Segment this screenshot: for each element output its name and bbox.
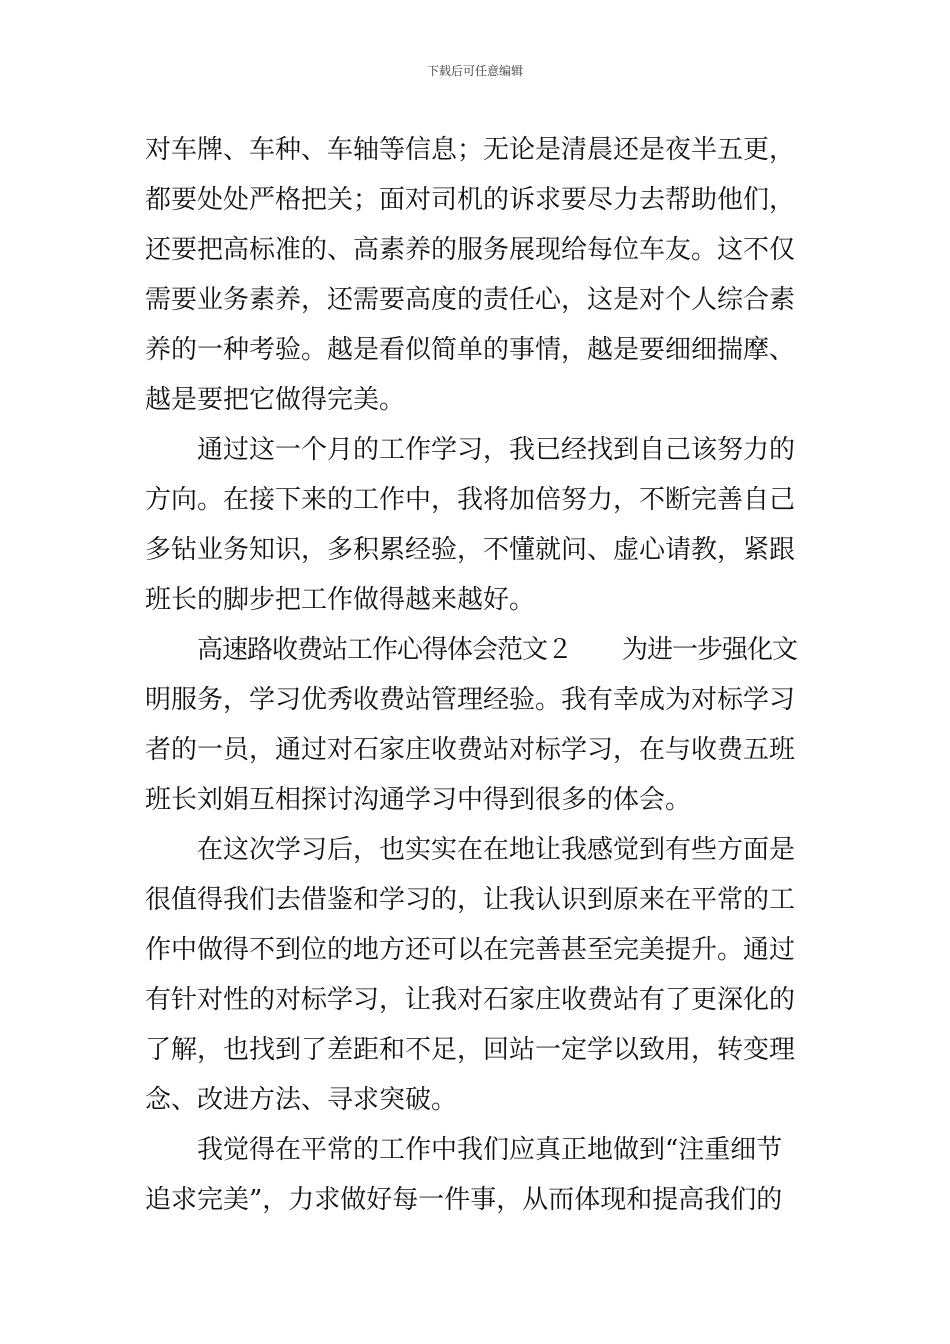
- text-line: 有针对性的对标学习，让我对石家庄收费站有了更深化的: [145, 985, 796, 1015]
- text-line: 明服务，学习优秀收费站管理经验。我有幸成为对标学习: [145, 685, 796, 715]
- text-line: 了解，也找到了差距和不足，回站一定学以致用，转变理: [145, 1035, 796, 1065]
- text-line: 在这次学习后，也实实在在地让我感觉到有些方面是: [197, 835, 796, 865]
- text-line: 很值得我们去借鉴和学习的，让我认识到原来在平常的工: [145, 885, 796, 915]
- text-line: 需要业务素养，还需要高度的责任心，这是对个人综合素: [145, 285, 796, 315]
- text-line: 班长刘娟互相探讨沟通学习中得到很多的体会。: [145, 785, 692, 815]
- text-line: 越是要把它做得完美。: [145, 385, 406, 415]
- text-line: 追求完美”，力求做好每一件事，从而体现和提高我们的: [145, 1185, 783, 1215]
- text-line: 我觉得在平常的工作中我们应真正地做到“注重细节: [197, 1135, 783, 1165]
- page-header: 下载后可任意编辑: [426, 64, 523, 78]
- text-line: 对车牌、车种、车轴等信息；无论是清晨还是夜半五更，: [145, 135, 796, 165]
- text-line: 都要处处严格把关；面对司机的诉求要尽力去帮助他们，: [145, 185, 796, 215]
- text-line: 还要把高标准的、高素养的服务展现给每位车友。这不仅: [145, 235, 796, 265]
- text-line: 高速路收费站工作心得体会范文２ 为进一步强化文: [197, 635, 798, 665]
- document-body: [145, 125, 805, 1225]
- text-line: 方向。在接下来的工作中，我将加倍努力，不断完善自己: [145, 485, 796, 515]
- text-line: 班长的脚步把工作做得越来越好。: [145, 585, 536, 615]
- text-line: 多钻业务知识，多积累经验，不懂就问、虚心请教，紧跟: [145, 535, 796, 565]
- text-line: 念、改进方法、寻求突破。: [145, 1085, 458, 1115]
- text-line: 养的一种考验。越是看似简单的事情，越是要细细揣摩、: [145, 335, 796, 365]
- text-line: 作中做得不到位的地方还可以在完善甚至完美提升。通过: [145, 935, 796, 965]
- text-line: 通过这一个月的工作学习，我已经找到自己该努力的: [197, 435, 796, 465]
- text-line: 者的一员，通过对石家庄收费站对标学习，在与收费五班: [145, 735, 796, 765]
